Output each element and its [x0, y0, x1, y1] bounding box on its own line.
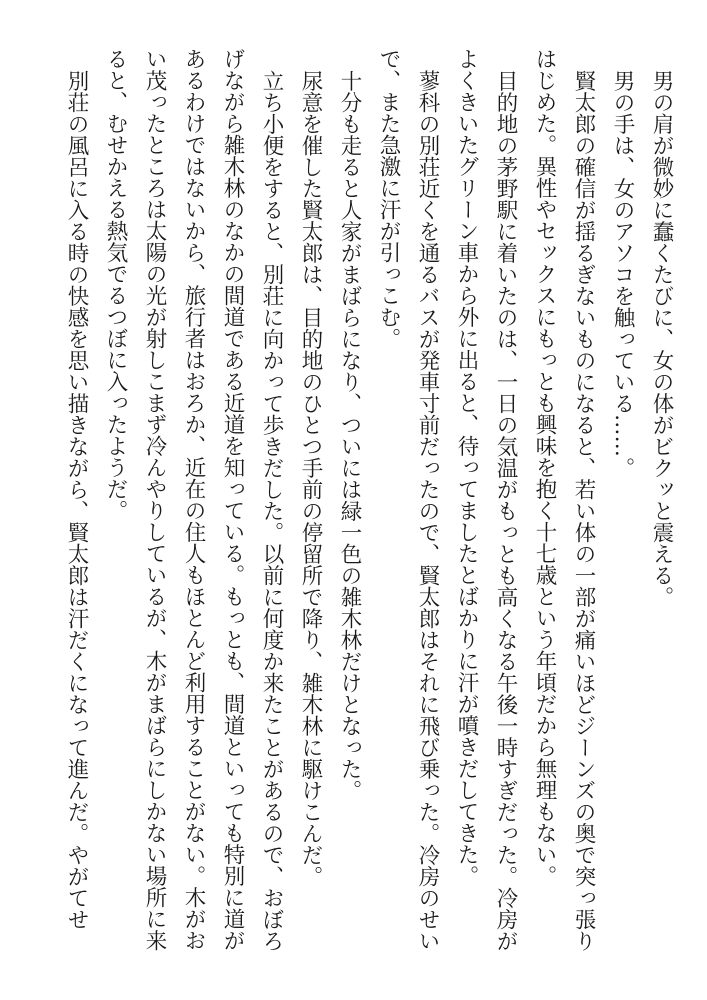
vertical-text-body — [26, 48, 681, 970]
paragraph: 立ち小便をすると、別荘に向かって歩きだした。以前に何度か来たことがあるので、おぼろげながら雑木林のなかの間道である近道を知っている。もっとも、間道といっても特別に道があるわけではないから、旅行者はおろか、近在の住人もほとんど利用することがない。木がおい茂ったところは太陽の光が射しこまず冷んやりしているが、木がまばらにしかない場所に来ると、むせかえる熱気でるつぼに入ったようだ。 — [103, 48, 284, 951]
paragraph: 尿意を催した賢太郎は、目的地のひとつ手前の停留所で降り、雑木林に駆けこんだ。 — [298, 69, 323, 887]
paragraph: 別荘の風呂に入る時の快感を思い描きながら、賢太郎は汗だくになって進んだ。やがてせ — [64, 69, 89, 930]
paragraph: 目的地の茅野駅に着いたのは、一日の気温がもっとも高くなる午後一時すぎだった。冷房がよくきいたグリーン車から外に出ると、待ってましたとばかりに汗が噴きだしてきた。 — [454, 48, 518, 951]
paragraph: 賢太郎の確信が揺るぎないものになると、若い体の一部が痛いほどジーンズの奥で突っ張りはじめた。異性やセックスにもっとも興味を抱く十七歳という年頃だから無理もない。 — [532, 48, 596, 951]
paragraph: 十分も走ると人家がまばらになり、ついには緑一色の雑木林だけとなった。 — [337, 69, 362, 801]
paragraph: 蓼科の別荘近くを通るバスが発車寸前だったので、賢太郎はそれに飛び乗った。冷房のせいで、また急激に汗が引っこむ。 — [376, 48, 440, 951]
paragraph: 男の肩が微妙に蠢くたびに、女の体がビクッと震える。 — [649, 69, 674, 607]
paragraph: 男の手は、女のアソコを触っている……。 — [610, 69, 635, 478]
